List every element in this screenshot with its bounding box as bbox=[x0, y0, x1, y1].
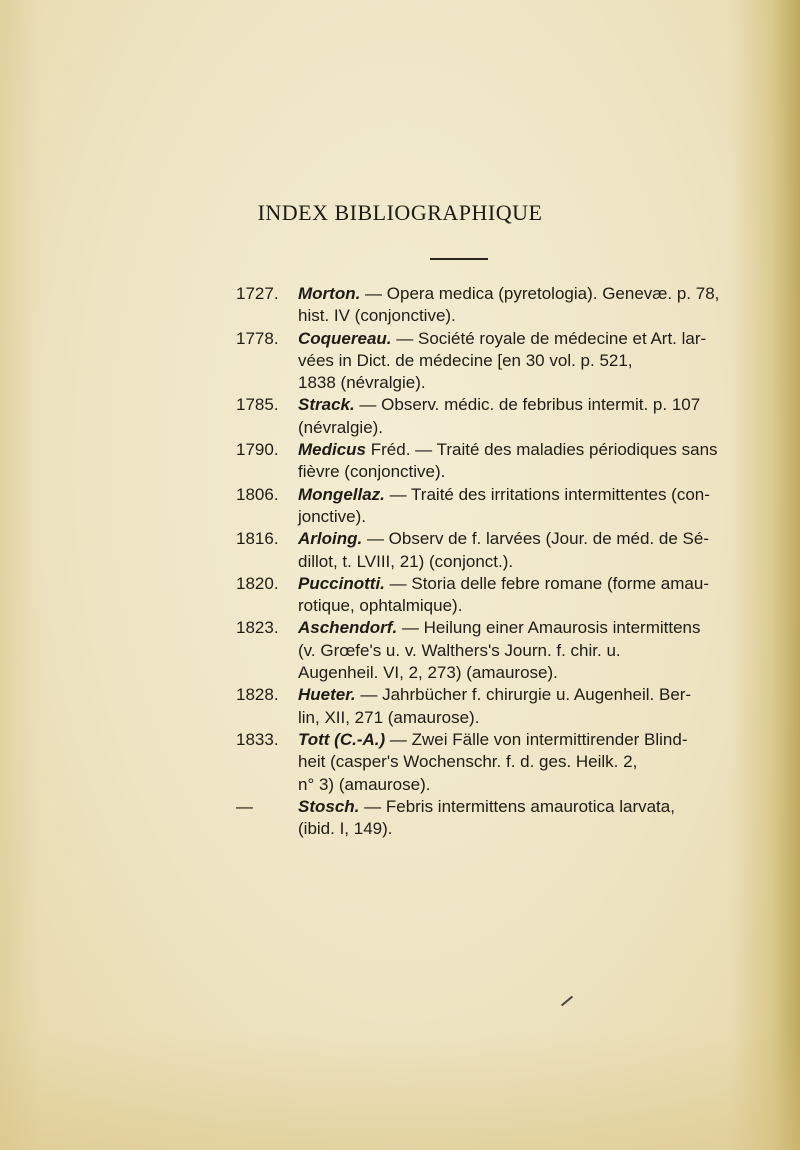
entry-year: 1823. bbox=[236, 618, 279, 638]
bibliography-entry bbox=[236, 484, 710, 529]
bibliography-entry bbox=[236, 684, 706, 729]
entry-year: 1778. bbox=[236, 328, 279, 348]
entry-text: — Société royale de médecine et Art. lar- bbox=[391, 328, 707, 348]
entry-author: Aschendorf. bbox=[298, 618, 398, 638]
entry-author: Puccinotti. bbox=[298, 573, 385, 593]
bibliography-list bbox=[236, 283, 720, 840]
entry-text: — Heilung einer Amaurosis intermittens bbox=[397, 618, 701, 638]
entry-line bbox=[298, 283, 720, 305]
entry-text: dillot, t. LVIII, 21) (conjonct.). bbox=[298, 551, 514, 571]
entry-line bbox=[298, 707, 706, 729]
entry-author: Morton. bbox=[298, 284, 361, 303]
entry-line bbox=[298, 595, 706, 617]
entry-line bbox=[298, 439, 718, 461]
entry-year: 1806. bbox=[236, 484, 279, 504]
bibliography-entry bbox=[236, 394, 706, 439]
bibliography-entry bbox=[236, 796, 706, 841]
entry-year: 1816. bbox=[236, 529, 279, 549]
entry-author: Strack. bbox=[298, 395, 355, 415]
page-title: INDEX BIBLIOGRAPHIQUE bbox=[257, 200, 543, 225]
entry-author: Coquereau. bbox=[298, 328, 392, 348]
entry-line bbox=[298, 506, 706, 528]
entry-line bbox=[298, 774, 706, 796]
entry-line bbox=[298, 372, 706, 394]
title-rule bbox=[430, 258, 488, 260]
entry-text: rotique, ophtalmique). bbox=[298, 596, 463, 616]
entry-text: — Storia delle febre romane (forme amau- bbox=[384, 573, 709, 593]
entry-line bbox=[298, 640, 706, 662]
entry-text: hist. IV (conjonctive). bbox=[298, 306, 456, 326]
entry-text: — Febris intermittens amaurotica larvata, bbox=[359, 796, 675, 816]
entry-year: 1828. bbox=[236, 685, 279, 705]
bibliography-entry bbox=[236, 283, 720, 328]
entry-text: lin, XII, 271 (amaurose). bbox=[298, 707, 480, 727]
entry-line bbox=[298, 394, 706, 416]
entry-line bbox=[298, 484, 710, 506]
entry-text: n° 3) (amaurose). bbox=[298, 774, 431, 794]
entry-year: 1790. bbox=[236, 440, 279, 460]
entry-text: — Opera medica (pyretologia). Genevæ. p. 78, bbox=[360, 284, 720, 303]
entry-year: 1820. bbox=[236, 573, 279, 593]
entry-text: Augenheil. VI, 2, 273) (amaurose). bbox=[298, 663, 558, 683]
bibliography-entry bbox=[236, 328, 706, 395]
entry-line bbox=[298, 662, 706, 684]
entry-line bbox=[298, 573, 709, 595]
entry-text: vées in Dict. de médecine [en 30 vol. p. 521, bbox=[298, 350, 633, 370]
entry-text: — Traité des irritations intermittentes (con- bbox=[384, 484, 710, 504]
ink-mark bbox=[561, 996, 573, 1007]
entry-author: Stosch. bbox=[298, 796, 360, 816]
bibliography-entry bbox=[236, 617, 706, 684]
entry-line bbox=[298, 417, 706, 439]
entry-text: 1838 (névralgie). bbox=[298, 373, 426, 393]
entry-author: Medicus bbox=[298, 440, 367, 460]
entry-line bbox=[298, 461, 706, 483]
entry-author: Tott (C.-A.) bbox=[298, 729, 386, 749]
entry-text: jonctive). bbox=[298, 506, 367, 526]
entry-text: heit (casper's Wochenschr. f. d. ges. Heilk. 2, bbox=[298, 752, 638, 772]
entry-text: (v. Grœfe's u. v. Walthers's Journ. f. chir. u. bbox=[298, 640, 621, 660]
entry-line bbox=[298, 751, 706, 773]
entry-line bbox=[298, 328, 706, 350]
entry-text: — Jahrbücher f. chirurgie u. Augenheil. Ber- bbox=[355, 685, 692, 705]
entry-year: — bbox=[236, 796, 253, 816]
entry-line bbox=[298, 350, 706, 372]
entry-year: 1727. bbox=[236, 284, 279, 303]
entry-line bbox=[298, 818, 706, 840]
bibliography-entry bbox=[236, 439, 718, 484]
entry-line bbox=[298, 528, 709, 550]
entry-text: — Observ. médic. de febribus intermit. p. 107 bbox=[354, 395, 701, 415]
bibliography-entry bbox=[236, 528, 709, 573]
bibliography-entry bbox=[236, 729, 706, 796]
entry-line bbox=[298, 551, 706, 573]
entry-text: Fréd. — Traité des maladies périodiques sans bbox=[366, 440, 718, 460]
entry-text: (névralgie). bbox=[298, 417, 384, 437]
entry-line bbox=[298, 684, 706, 706]
entry-line bbox=[298, 729, 706, 751]
entry-author: Hueter. bbox=[298, 685, 356, 705]
entry-text: — Zwei Fälle von intermittirender Blind- bbox=[385, 729, 688, 749]
page-shadow-bottom bbox=[0, 1030, 800, 1150]
entry-text: — Observ de f. larvées (Jour. de méd. de Sé- bbox=[362, 529, 709, 549]
entry-year: 1785. bbox=[236, 395, 279, 415]
entry-line bbox=[298, 796, 706, 818]
page-shadow-right bbox=[730, 0, 800, 1150]
entry-text: (ibid. I, 149). bbox=[298, 819, 393, 839]
entry-text: fièvre (conjonctive). bbox=[298, 462, 446, 482]
entry-author: Arloing. bbox=[298, 529, 363, 549]
entry-line bbox=[298, 305, 706, 327]
entry-year: 1833. bbox=[236, 729, 279, 749]
entry-line bbox=[298, 617, 706, 639]
bibliography-entry bbox=[236, 573, 709, 618]
page-shadow-left bbox=[0, 0, 40, 1150]
entry-author: Mongellaz. bbox=[298, 484, 385, 504]
